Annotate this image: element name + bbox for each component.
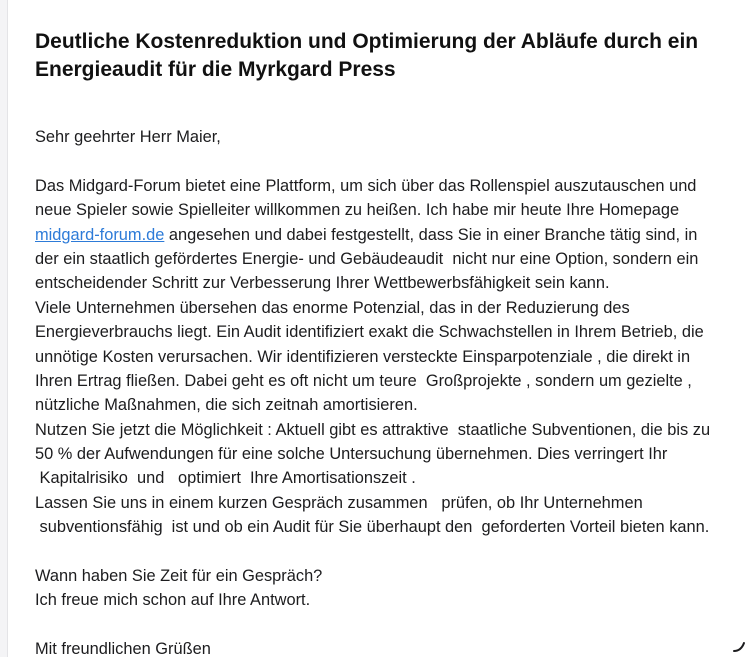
window-left-edge	[0, 0, 8, 657]
homepage-link[interactable]: midgard-forum.de	[35, 225, 165, 244]
body-line: neue Spieler sowie Spielleiter willkommen zu heißen. Ich habe mir heute Ihre Homepage	[35, 201, 680, 220]
body-line: Viele Unternehmen übersehen das enorme Potenzial, das in der Reduzierung des	[35, 298, 630, 317]
greeting: Sehr geehrter Herr Maier,	[35, 128, 221, 146]
resize-handle-icon[interactable]	[732, 639, 746, 653]
body-line: Ihren Ertrag fließen. Dabei geht es oft nicht um teure Großprojekte , sondern um gezielte ,	[35, 371, 692, 390]
body-line: entscheidender Schritt zur Verbesserung Ihrer Wettbewerbsfähigkeit sein kann.	[35, 274, 610, 293]
subject-line-1: Deutliche Kostenreduktion und Optimierung der Abläufe durch ein	[35, 30, 699, 53]
body-line: Lassen Sie uns in einem kurzen Gespräch zusammen prüfen, ob Ihr Unternehmen	[35, 493, 643, 512]
body-text: angesehen und dabei festgestellt, dass Sie in einer Branche tätig sind, in	[164, 225, 698, 244]
body-line: Nutzen Sie jetzt die Möglichkeit : Aktuell gibt es attraktive staatliche Subventionen, die bis zu	[35, 420, 711, 439]
question-line: Ich freue mich schon auf Ihre Antwort.	[35, 591, 311, 610]
question-line: Wann haben Sie Zeit für ein Gespräch?	[35, 567, 323, 586]
email-subject	[35, 28, 725, 84]
paragraph-gap	[35, 613, 735, 637]
body-line-with-link	[35, 223, 735, 247]
body-line: Energieverbrauchs liegt. Ein Audit identifiziert exakt die Schwachstellen in Ihrem Betrieb, die	[35, 323, 704, 342]
body-line: subventionsfähig ist und ob ein Audit für Sie überhaupt den geforderten Vorteil bieten kann.	[35, 518, 710, 537]
subject-line-2: Energieaudit für die Myrkgard Press	[35, 58, 396, 81]
body-line: unnötige Kosten verursachen. Wir identifizieren versteckte Einsparpotenziale , die direkt in	[35, 347, 691, 366]
paragraph-gap	[35, 149, 735, 173]
body-line: Das Midgard-Forum bietet eine Plattform, um sich über das Rollenspiel auszutauschen und	[35, 176, 697, 195]
closing-line: Mit freundlichen Grüßen	[35, 640, 211, 657]
body-line: nützliche Maßnahmen, die sich zeitnah amortisieren.	[35, 396, 418, 415]
body-line: Kapitalrisiko und optimiert Ihre Amortisationszeit .	[35, 469, 416, 488]
body-line: der ein staatlich gefördertes Energie- und Gebäudeaudit nicht nur eine Option, sondern ein	[35, 249, 699, 268]
body-line: 50 % der Aufwendungen für eine solche Untersuchung übernehmen. Dies verringert Ihr	[35, 445, 668, 464]
paragraph-gap	[35, 540, 735, 564]
email-body	[35, 125, 735, 657]
